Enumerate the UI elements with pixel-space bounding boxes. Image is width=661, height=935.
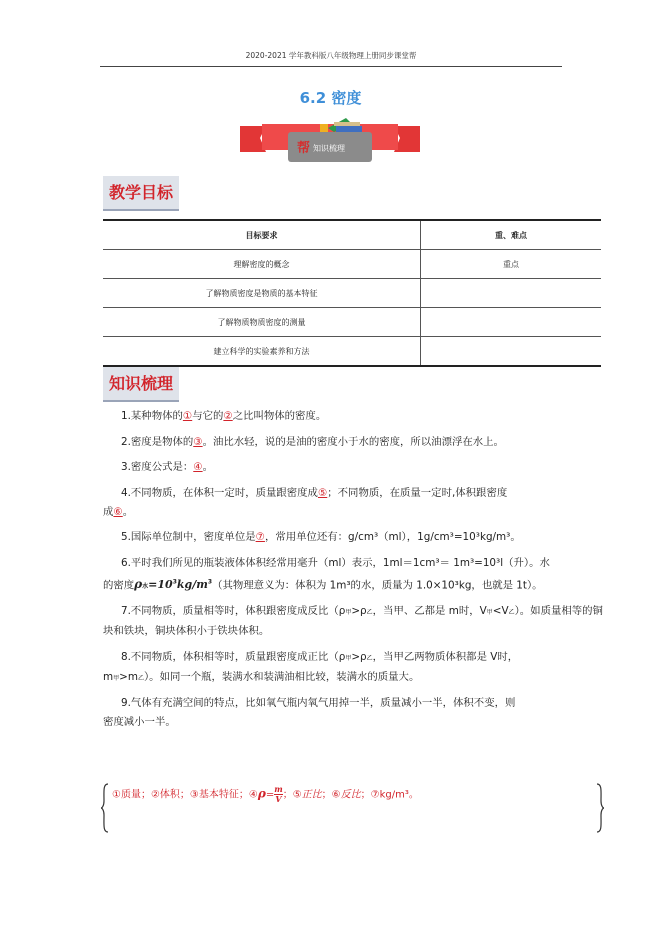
answer-key: ①质量；②体积；③基本特征；④ρ= $\frac{m}{V}$ ；⑤正比；⑥反比；⑦kg/m³。 — [112, 784, 419, 804]
knowledge-list — [103, 407, 603, 732]
book-stack-icon — [320, 118, 362, 132]
knowledge-item-9: 9.气体有充满空间的特点，比如氧气瓶内氧气用掉一半，质量减小一半，体积不变，则 密度减小一半。 — [103, 697, 516, 729]
knowledge-item-3: 3.密度公式是：④。 — [121, 461, 213, 473]
table-row — [103, 279, 601, 308]
goals-table — [103, 219, 601, 367]
table-cell — [421, 279, 602, 308]
page-title: 6.2 密度 — [299, 89, 362, 107]
knowledge-item-5: 5.国际单位制中，密度单位是⑦，常用单位还有：g/cm³（ml），1g/cm³=10³kg/m³。 — [121, 531, 521, 543]
table-cell: 重点 — [421, 250, 602, 279]
section-heading-knowledge: 知识梳理 — [103, 367, 179, 402]
left-brace — [100, 783, 110, 833]
page-header: 2020-2021 学年教科版八年级物理上册同步课堂帮 — [100, 50, 562, 67]
answer-fraction: $\frac{m}{V}$ — [274, 784, 283, 804]
knowledge-item-7: 7.不同物质，质量相等时，体积跟密度成反比（ρ甲>ρ乙，当甲、乙都是 m时，V甲<V乙）。如质量相等的铜块和铁块，铜块体积小于铁块体积。 — [103, 605, 603, 638]
knowledge-item-1: 1.某种物体的①与它的②之比叫物体的密度。 — [121, 410, 327, 422]
table-row — [103, 250, 601, 279]
answer-box — [100, 783, 605, 833]
banner-label: 知识梳理 — [313, 144, 345, 153]
table-cell — [421, 337, 602, 367]
table-cell: 了解物质密度是物质的基本特征 — [103, 279, 421, 308]
section-banner — [240, 114, 420, 168]
table-cell — [421, 308, 602, 337]
table-cell: 建立科学的实验素养和方法 — [103, 337, 421, 367]
table-header-cell: 目标要求 — [103, 220, 421, 250]
table-header-cell: 重、难点 — [421, 220, 602, 250]
water-density-formula: ρ水$=10^3kg/m^3$ — [134, 576, 213, 591]
table-header-row — [103, 220, 601, 250]
section-heading-goals: 教学目标 — [103, 176, 179, 211]
knowledge-item-6: 6.平时我们所见的瓶装液体体积经常用毫升（ml）表示，1ml＝1cm³＝ 1m³=10³l（升）。水 的密度ρ水$=10^3kg/m^3$（其物理意义为：体积为 1m³的水，质量为 1.0×10³kg，也就是 1t）。 — [103, 556, 550, 591]
table-cell: 了解物质物质密度的测量 — [103, 308, 421, 337]
knowledge-item-8: 8.不同物质，体积相等时，质量跟密度成正比（ρ甲>ρ乙，当甲乙两物质体积都是 V时， m甲>m乙）。如同一个瓶，装满水和装满油相比较，装满水的质量大。 — [103, 650, 519, 683]
banner-char: 帮 — [297, 141, 311, 156]
table-row — [103, 337, 601, 367]
right-brace — [595, 783, 605, 833]
knowledge-item-2: 2.密度是物体的③。油比水轻，说的是油的密度小于水的密度，所以油漂浮在水上。 — [121, 435, 504, 448]
table-cell: 理解密度的概念 — [103, 250, 421, 279]
table-row — [103, 308, 601, 337]
knowledge-item-4: 4.不同物质，在体积一定时，质量跟密度成⑤；不同物质，在质量一定时,体积跟密度 成⑥。 — [103, 486, 508, 518]
